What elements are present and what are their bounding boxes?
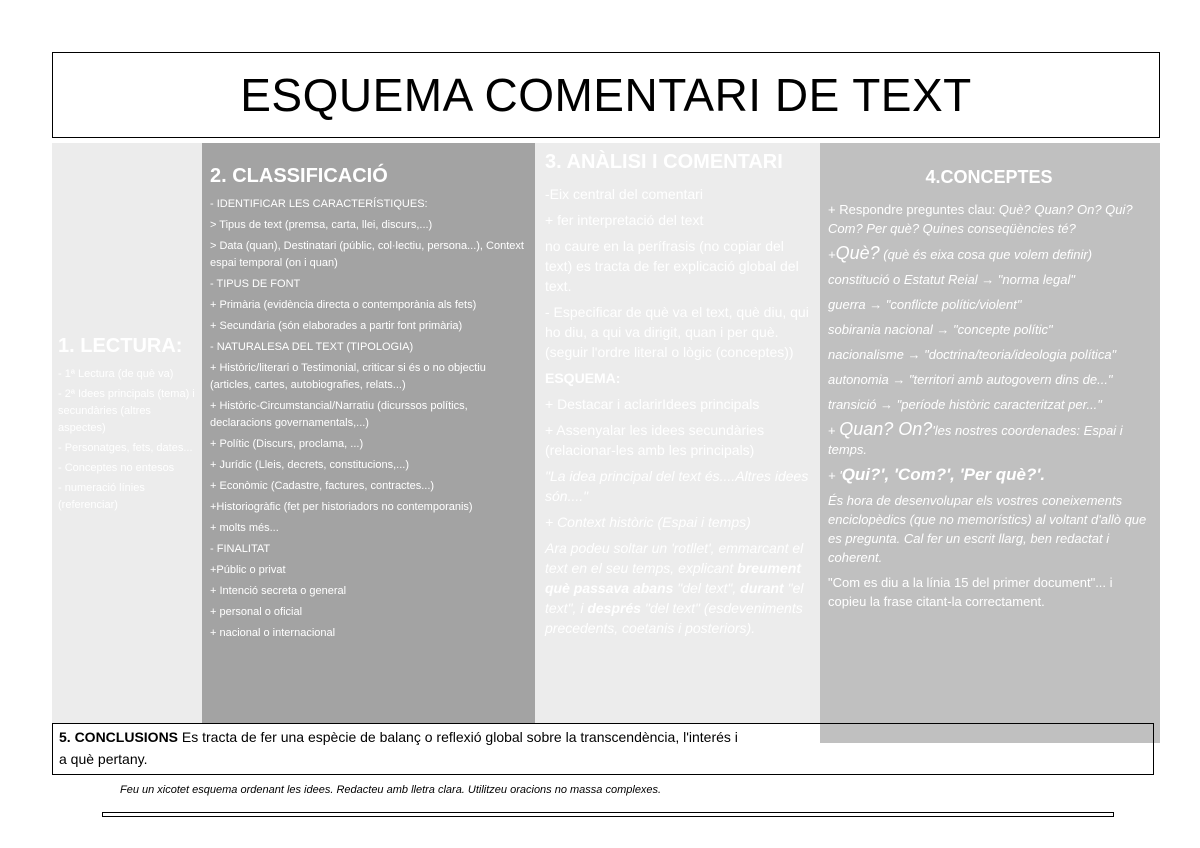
classificacio-item: > Tipus de text (premsa, carta, llei, discurs,...) [210, 219, 433, 231]
analisi-p8: + Context històric (Espai i temps) [545, 514, 751, 530]
classificacio-item: + Econòmic (Cadastre, factures, contractes...) [210, 480, 435, 492]
column-conceptes [820, 143, 1160, 743]
conclusions-text-2: a què pertany. [59, 751, 148, 767]
concept-definition: autonomia → "territori amb autogovern dins de..." [828, 372, 1113, 387]
page-title: ESQUEMA COMENTARI DE TEXT [240, 69, 972, 121]
title-box [52, 52, 1160, 138]
footer-note: Feu un xicotet esquema ordenant les idees. Redacteu amb lletra clara. Utilitzeu oracions no massa complexes. [120, 784, 662, 796]
lectura-item: - Personatges, fets, dates... [58, 442, 193, 454]
analisi-heading: 3. ANÀLISI I COMENTARI [545, 151, 783, 173]
lectura-heading: 1. LECTURA: [58, 335, 183, 357]
analisi-p5: + Destacar i aclarirIdees principals [545, 396, 760, 412]
conceptes-heading: 4.CONCEPTES [925, 167, 1053, 187]
lectura-item: - Conceptes no entesos [58, 462, 175, 474]
conclusions-text: Es tracta de fer una espècie de balanç o reflexió global sobre la transcendència, l'interés i [178, 729, 738, 745]
analisi-p3: no caure en la perífrasis (no copiar del text) es tracta de fer explicació global del text. [545, 238, 799, 294]
lectura-list [58, 366, 196, 514]
classificacio-list [210, 196, 527, 642]
classificacio-heading: 2. CLASSIFICACIÓ [210, 165, 388, 187]
concept-definition: transició → "període històric caracteritzat per..." [828, 397, 1102, 412]
conceptes-p6: "Com es diu a la línia 15 del primer document"... i copieu la frase citant-la correctament. [828, 575, 1113, 609]
lectura-item: - 1ª Lectura (de què va) [58, 368, 174, 380]
classificacio-item: + Històric/literari o Testimonial, criticar si és o no objectiu (articles, cartes, autobiografies, relats...) [210, 362, 486, 391]
classificacio-item: + Intenció secreta o general [210, 585, 347, 597]
classificacio-item: - FINALITAT [210, 543, 271, 555]
concept-definition: sobirania nacional → "concepte polític" [828, 322, 1053, 337]
analisi-esquema: ESQUEMA: [545, 370, 621, 386]
concept-definition: guerra → "conflicte polític/violent" [828, 297, 1022, 312]
conclusions-box [52, 723, 1154, 775]
concept-definition: nacionalisme → "doctrina/teoria/ideologia política" [828, 347, 1117, 362]
analisi-p1: -Eix central del comentari [545, 186, 703, 202]
classificacio-item: + Jurídic (Lleis, decrets, constitucions,...) [210, 459, 409, 471]
classificacio-item: + nacional o internacional [210, 627, 336, 639]
classificacio-item: + molts més... [210, 522, 279, 534]
classificacio-item: + Polític (Discurs, proclama, ...) [210, 438, 364, 450]
lectura-item: - numeració línies (referenciar) [58, 482, 145, 511]
classificacio-item: - NATURALESA DEL TEXT (TIPOLOGIA) [210, 341, 414, 353]
conceptes-q2: +Què? (què és eixa cosa que volem definir) [828, 243, 1093, 263]
conceptes-definitions [828, 270, 1150, 414]
conceptes-q1: + Respondre preguntes clau: Què? Quan? On? Qui? Com? Per què? Quines conseqüències té? [828, 202, 1133, 236]
analisi-p6: + Assenyalar les idees secundàries (relacionar-les amb les principals) [545, 422, 765, 458]
classificacio-item: + Secundària (són elaborades a partir font primària) [210, 320, 463, 332]
analisi-p2: + fer interpretació del text [545, 212, 704, 228]
classificacio-item: + Primària (evidència directa o contemporània als fets) [210, 299, 477, 311]
classificacio-item: + Històric-Circumstancial/Narratiu (dicurssos polítics, declaracions governamentals,...) [210, 400, 468, 429]
conceptes-q4: + 'Qui?', 'Com?', 'Per què?'. [828, 465, 1046, 484]
column-classificacio [202, 143, 535, 723]
bottom-rule [102, 812, 1114, 817]
concept-definition: constitució o Estatut Reial → "norma legal" [828, 272, 1075, 287]
conceptes-q3: + Quan? On?'les nostres coordenades: Espai i temps. [828, 419, 1123, 457]
column-analisi [535, 143, 820, 723]
classificacio-item: - TIPUS DE FONT [210, 278, 301, 290]
classificacio-item: > Data (quan), Destinatari (públic, col·lectiu, persona...), Context espai temporal (on i quan) [210, 240, 524, 269]
classificacio-item: + personal o oficial [210, 606, 303, 618]
conceptes-p5: És hora de desenvolupar els vostres coneixements enciclopèdics (que no memorístics) al voltant d'allò que es pregunta. Cal fer un escrit llarg, ben redactat i coherent. [828, 493, 1147, 565]
analisi-p7: "La idea principal del text és....Altres idees són...." [545, 468, 809, 504]
classificacio-item: - IDENTIFICAR LES CARACTERÍSTIQUES: [210, 198, 428, 210]
conclusions-label: 5. CONCLUSIONS [59, 729, 179, 745]
lectura-item: - 2ª Idees principals (tema) i secundàries (altres aspectes) [58, 388, 195, 434]
classificacio-item: +Públic o privat [210, 564, 286, 576]
analisi-p4: - Especificar de què va el text, què diu, qui ho diu, a qui va dirigit, quan i per què. (seguir l'ordre literal o lògic (conceptes)) [545, 304, 809, 360]
analisi-p9: Ara podeu soltar un 'rotllet', emmarcant el text en el seu temps, explicant breument què passava abans "del text", durant "el text", i després "del text" (esdeveniments precedents, coetanis i posteriors). [545, 540, 804, 636]
classificacio-item: +Historiogràfic (fet per historiadors no contemporanis) [210, 501, 473, 513]
column-lectura [52, 143, 202, 723]
